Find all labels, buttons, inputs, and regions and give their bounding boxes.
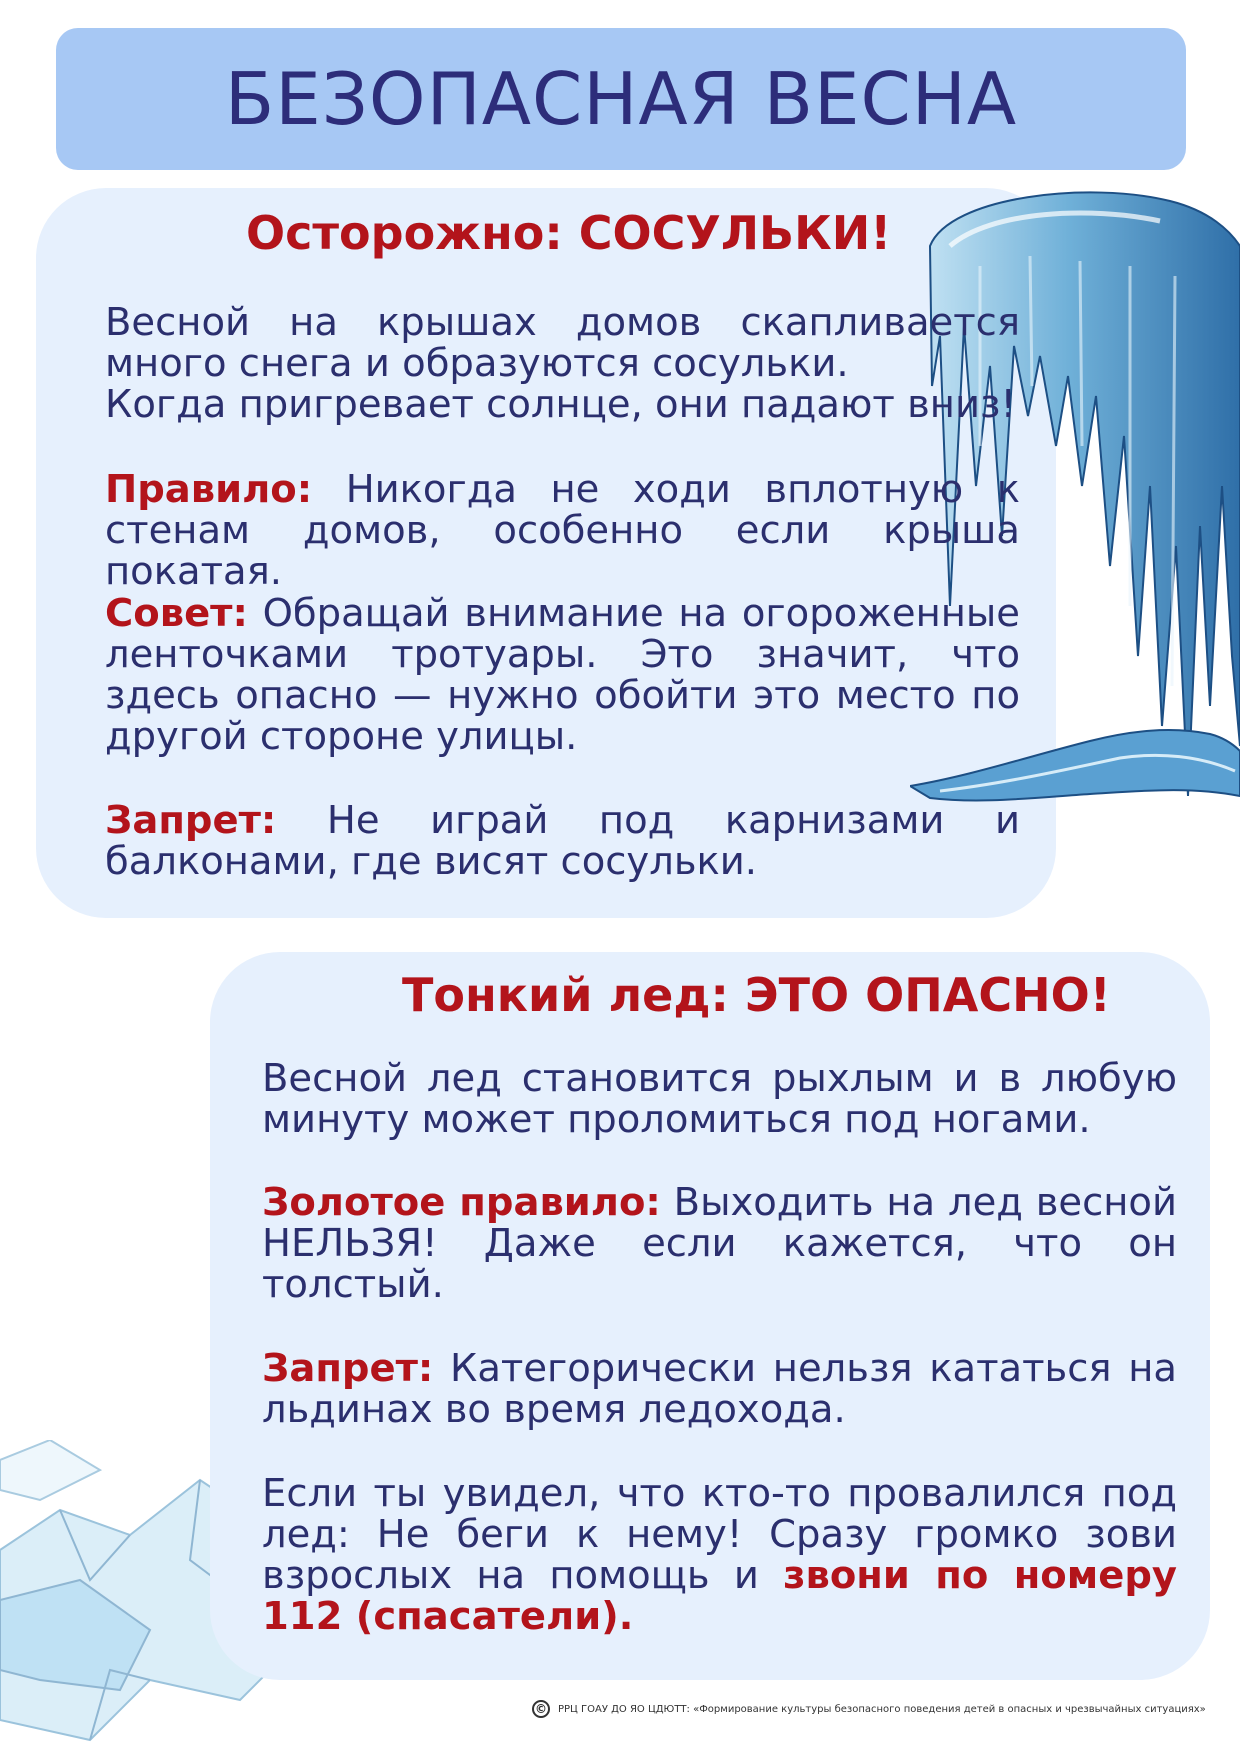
copyright-text: РРЦ ГОАУ ДО ЯО ЦДЮТТ: «Формирование культуры безопасного поведения детей в опасных и чрезвычайных ситуациях» [558,1703,1206,1715]
ban-label-2: Запрет: [262,1346,434,1391]
icicles-ban [105,800,1020,882]
copyright-footer [532,1700,1206,1718]
rule-label: Правило: [105,467,313,512]
tip-text: Обращай внимание на огороженные ленточками тротуары. Это значит, что здесь опасно — нужно обойти это место по другой стороне улицы. [105,591,1020,759]
icicles-intro-text-2: Когда пригревает солнце, они падают вниз! [105,382,1016,427]
icicles-tip [105,593,1020,757]
icicles-heading: Осторожно: СОСУЛЬКИ! [246,206,892,260]
icicles-intro [105,302,1020,425]
thin-ice-intro: Весной лед становится рыхлым и в любую минуту может проломиться под ногами. [262,1056,1177,1142]
golden-rule-label: Золотое правило: [262,1180,661,1225]
ban-label: Запрет: [105,798,277,843]
thin-ice-rescue [262,1473,1177,1637]
ban-text: Не играй под карнизами и балконами, где висят сосульки. [105,798,1020,884]
thin-ice-ban [262,1348,1177,1430]
icicles-rule [105,469,1020,592]
ban-text-2: Категорически нельзя кататься на льдинах во время ледохода. [262,1346,1177,1432]
thin-ice-rule [262,1182,1177,1305]
rule-text: Никогда не ходи вплотную к стенам домов, особенно если крыша покатая. [105,467,1020,594]
rescue-call-112: звони по номеру 112 (спасатели). [262,1553,1177,1639]
copyright-icon: © [532,1700,550,1718]
golden-rule-text: Выходить на лед весной НЕЛЬЗЯ! Даже если кажется, что он толстый. [262,1180,1177,1307]
rescue-text: Если ты увидел, что кто-то провалился под лед: Не беги к нему! Сразу громко зови взрослых на помощь и [262,1471,1177,1598]
page-title: БЕЗОПАСНАЯ ВЕСНА [224,57,1018,141]
thin-ice-heading: Тонкий лед: ЭТО ОПАСНО! [402,968,1111,1022]
tip-label: Совет: [105,591,248,636]
icicles-intro-text: Весной на крышах домов скапливается много снега и образуются сосульки. [105,300,1020,386]
title-banner [56,28,1186,170]
